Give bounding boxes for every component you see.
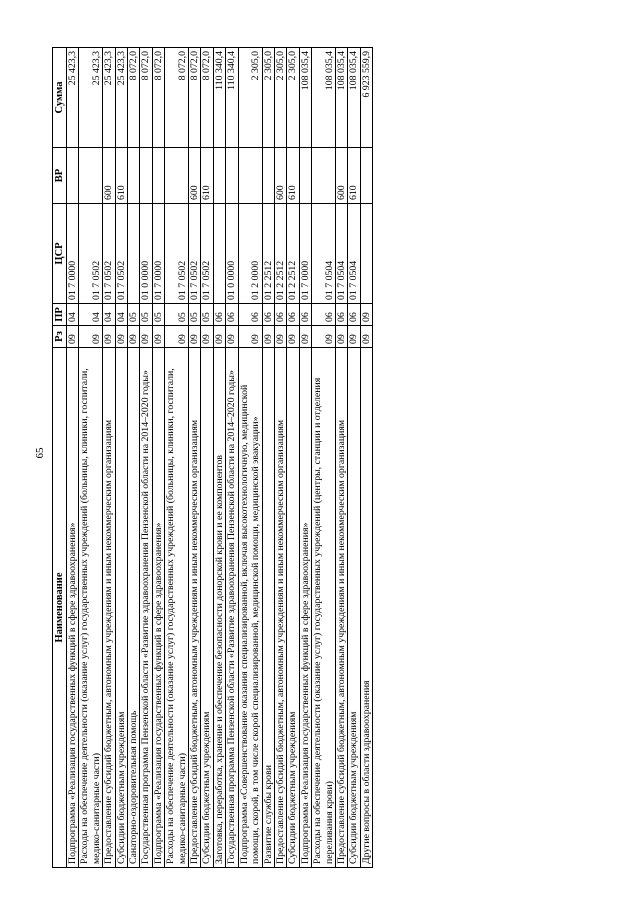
cell-pr: 05 (152, 304, 164, 326)
cell-vr (152, 148, 164, 204)
cell-rz: 09 (79, 326, 103, 348)
table-row (312, 48, 336, 868)
cell-pr: 05 (165, 304, 189, 326)
table-row (165, 48, 189, 868)
cell-rz: 09 (128, 326, 140, 348)
cell-sum: 8 072,0 (140, 48, 152, 148)
cell-name: Предоставление субсидий бюджетным, автономным учреждениям и иным некоммерческим организациям (274, 348, 286, 868)
cell-rz: 09 (152, 326, 164, 348)
cell-pr: 04 (67, 304, 79, 326)
table-row (140, 48, 152, 868)
cell-name: Предоставление субсидий бюджетным, автономным учреждениям и иным некоммерческим организациям (103, 348, 115, 868)
cell-name: Другие вопросы в области здравоохранения (360, 348, 372, 868)
cell-csr (360, 204, 372, 304)
cell-sum: 110 340,4 (226, 48, 238, 148)
cell-pr: 06 (274, 304, 286, 326)
table-row (189, 48, 201, 868)
cell-rz: 09 (238, 326, 262, 348)
header-pr: ПР (53, 304, 67, 326)
cell-name: Субсидии бюджетным учреждениям (287, 348, 299, 868)
cell-name: Подпрограмма «Реализация государственных функций в сфере здравоохранения» (152, 348, 164, 868)
budget-table (52, 47, 373, 868)
table-row (213, 48, 225, 868)
cell-csr: 01 7 0502 (201, 204, 213, 304)
cell-name: Предоставление субсидий бюджетным, автономным учреждениям и иным некоммерческим организациям (189, 348, 201, 868)
table-row (299, 48, 311, 868)
cell-csr: 01 7 0504 (348, 204, 360, 304)
cell-pr: 04 (103, 304, 115, 326)
cell-name: Государственная программа Пензенской области «Развитие здравоохранения Пензенской области на 2014–2020 годы» (140, 348, 152, 868)
cell-rz: 09 (201, 326, 213, 348)
cell-rz: 09 (103, 326, 115, 348)
cell-csr: 01 2 0000 (238, 204, 262, 304)
cell-name: Заготовка, переработка, хранение и обеспечение безопасности донорской крови и ее компонентов (213, 348, 225, 868)
cell-csr: 01 2 2512 (262, 204, 274, 304)
cell-name: Санаторно-оздоровительная помощь (128, 348, 140, 868)
table-row (201, 48, 213, 868)
cell-csr: 01 7 0502 (189, 204, 201, 304)
cell-rz: 09 (67, 326, 79, 348)
table-row (238, 48, 262, 868)
cell-vr (262, 148, 274, 204)
cell-rz: 09 (226, 326, 238, 348)
table-row (274, 48, 286, 868)
cell-csr: 01 7 0000 (299, 204, 311, 304)
cell-name: Развитие службы крови (262, 348, 274, 868)
cell-vr: 600 (274, 148, 286, 204)
cell-vr: 610 (348, 148, 360, 204)
cell-rz: 09 (262, 326, 274, 348)
cell-vr (299, 148, 311, 204)
cell-pr: 06 (238, 304, 262, 326)
cell-sum: 8 072,0 (189, 48, 201, 148)
cell-sum: 8 072,0 (152, 48, 164, 148)
cell-sum: 108 035,4 (348, 48, 360, 148)
table-row (67, 48, 79, 868)
cell-name: Расходы на обеспечение деятельности (оказание услуг) государственных учреждений (больницы, клиники, госпитали, медико-санитарные части) (165, 348, 189, 868)
table-row (152, 48, 164, 868)
cell-csr: 01 7 0000 (152, 204, 164, 304)
cell-pr: 06 (299, 304, 311, 326)
cell-pr: 06 (348, 304, 360, 326)
cell-name: Субсидии бюджетным учреждениям (348, 348, 360, 868)
rotated-table-container (52, 48, 572, 868)
cell-name: Подпрограмма «Реализация государственных функций в сфере здравоохранения» (67, 348, 79, 868)
cell-vr (140, 148, 152, 204)
cell-vr: 600 (189, 148, 201, 204)
cell-sum: 25 423,3 (103, 48, 115, 148)
cell-rz: 09 (140, 326, 152, 348)
cell-csr: 01 2 2512 (287, 204, 299, 304)
cell-name: Субсидии бюджетным учреждениям (201, 348, 213, 868)
cell-vr (213, 148, 225, 204)
page-number: 65 (34, 447, 46, 459)
cell-name: Расходы на обеспечение деятельности (оказание услуг) государственных учреждений (больницы, клиники, госпитали, медико-санитарные части) (79, 348, 103, 868)
cell-pr: 05 (128, 304, 140, 326)
cell-vr: 600 (335, 148, 347, 204)
table-body (67, 48, 373, 868)
table-row (128, 48, 140, 868)
cell-name: Субсидии бюджетным учреждениям (115, 348, 127, 868)
cell-vr (79, 148, 103, 204)
cell-vr (165, 148, 189, 204)
cell-sum: 2 305,0 (287, 48, 299, 148)
cell-name: Государственная программа Пензенской области «Развитие здравоохранения Пензенской области на 2014–2020 годы» (226, 348, 238, 868)
header-sum: Сумма (53, 48, 67, 148)
header-name: Наименование (53, 348, 67, 868)
cell-csr: 01 7 0502 (115, 204, 127, 304)
table-row (335, 48, 347, 868)
cell-csr (213, 204, 225, 304)
cell-sum: 8 072,0 (201, 48, 213, 148)
cell-sum: 8 072,0 (128, 48, 140, 148)
cell-rz: 09 (299, 326, 311, 348)
cell-pr: 05 (189, 304, 201, 326)
cell-rz: 09 (287, 326, 299, 348)
cell-sum: 110 340,4 (213, 48, 225, 148)
cell-sum: 108 035,4 (299, 48, 311, 148)
cell-sum: 25 423,3 (79, 48, 103, 148)
cell-pr: 09 (360, 304, 372, 326)
cell-vr (312, 148, 336, 204)
cell-csr: 01 7 0504 (335, 204, 347, 304)
cell-rz: 09 (335, 326, 347, 348)
cell-vr: 610 (201, 148, 213, 204)
cell-sum: 8 072,0 (165, 48, 189, 148)
header-rz: Рз (53, 326, 67, 348)
cell-pr: 06 (262, 304, 274, 326)
cell-name: Предоставление субсидий бюджетным, автономным учреждениям и иным некоммерческим организациям (335, 348, 347, 868)
header-csr: ЦСР (53, 204, 67, 304)
cell-csr: 01 7 0000 (67, 204, 79, 304)
cell-rz: 09 (348, 326, 360, 348)
cell-pr: 05 (201, 304, 213, 326)
cell-pr: 06 (213, 304, 225, 326)
cell-rz: 09 (189, 326, 201, 348)
cell-vr: 610 (115, 148, 127, 204)
table-header-row (53, 48, 67, 868)
cell-csr: 01 0 0000 (226, 204, 238, 304)
cell-pr: 06 (226, 304, 238, 326)
cell-sum: 2 305,0 (274, 48, 286, 148)
cell-csr: 01 7 0502 (79, 204, 103, 304)
cell-sum: 2 305,0 (238, 48, 262, 148)
cell-csr: 01 7 0504 (312, 204, 336, 304)
cell-sum: 108 035,4 (335, 48, 347, 148)
cell-vr (128, 148, 140, 204)
table-row (79, 48, 103, 868)
cell-sum: 6 923 559,9 (360, 48, 372, 148)
cell-name: Подпрограмма «Реализация государственных функций в сфере здравоохранения» (299, 348, 311, 868)
cell-vr (360, 148, 372, 204)
header-vr: ВР (53, 148, 67, 204)
cell-sum: 25 423,3 (115, 48, 127, 148)
cell-rz: 09 (213, 326, 225, 348)
cell-vr (226, 148, 238, 204)
cell-vr: 600 (103, 148, 115, 204)
cell-csr: 01 7 0502 (165, 204, 189, 304)
cell-rz: 09 (360, 326, 372, 348)
cell-rz: 09 (312, 326, 336, 348)
cell-csr: 01 2 2512 (274, 204, 286, 304)
cell-csr: 01 0 0000 (140, 204, 152, 304)
cell-sum: 2 305,0 (262, 48, 274, 148)
cell-csr: 01 7 0502 (103, 204, 115, 304)
cell-vr: 610 (287, 148, 299, 204)
table-row (226, 48, 238, 868)
cell-csr (128, 204, 140, 304)
cell-rz: 09 (274, 326, 286, 348)
cell-pr: 04 (79, 304, 103, 326)
cell-sum: 25 423,3 (67, 48, 79, 148)
cell-pr: 04 (115, 304, 127, 326)
cell-sum: 108 035,4 (312, 48, 336, 148)
cell-pr: 06 (287, 304, 299, 326)
cell-pr: 05 (140, 304, 152, 326)
cell-vr (67, 148, 79, 204)
cell-rz: 09 (165, 326, 189, 348)
cell-name: Расходы на обеспечение деятельности (оказание услуг) государственных учреждений (центры, станции и отделения переливания крови) (312, 348, 336, 868)
table-row (103, 48, 115, 868)
cell-pr: 06 (312, 304, 336, 326)
cell-pr: 06 (335, 304, 347, 326)
table-row (360, 48, 372, 868)
table-row (262, 48, 274, 868)
table-row (287, 48, 299, 868)
cell-rz: 09 (115, 326, 127, 348)
cell-vr (238, 148, 262, 204)
cell-name: Подпрограмма «Совершенствование оказания специализированной, включая высокотехнологичную, медицинской помощи, скорой, в том числе скорой специализированной, медицинской помощи, медицинской эвакуации» (238, 348, 262, 868)
table-row (115, 48, 127, 868)
table-row (348, 48, 360, 868)
